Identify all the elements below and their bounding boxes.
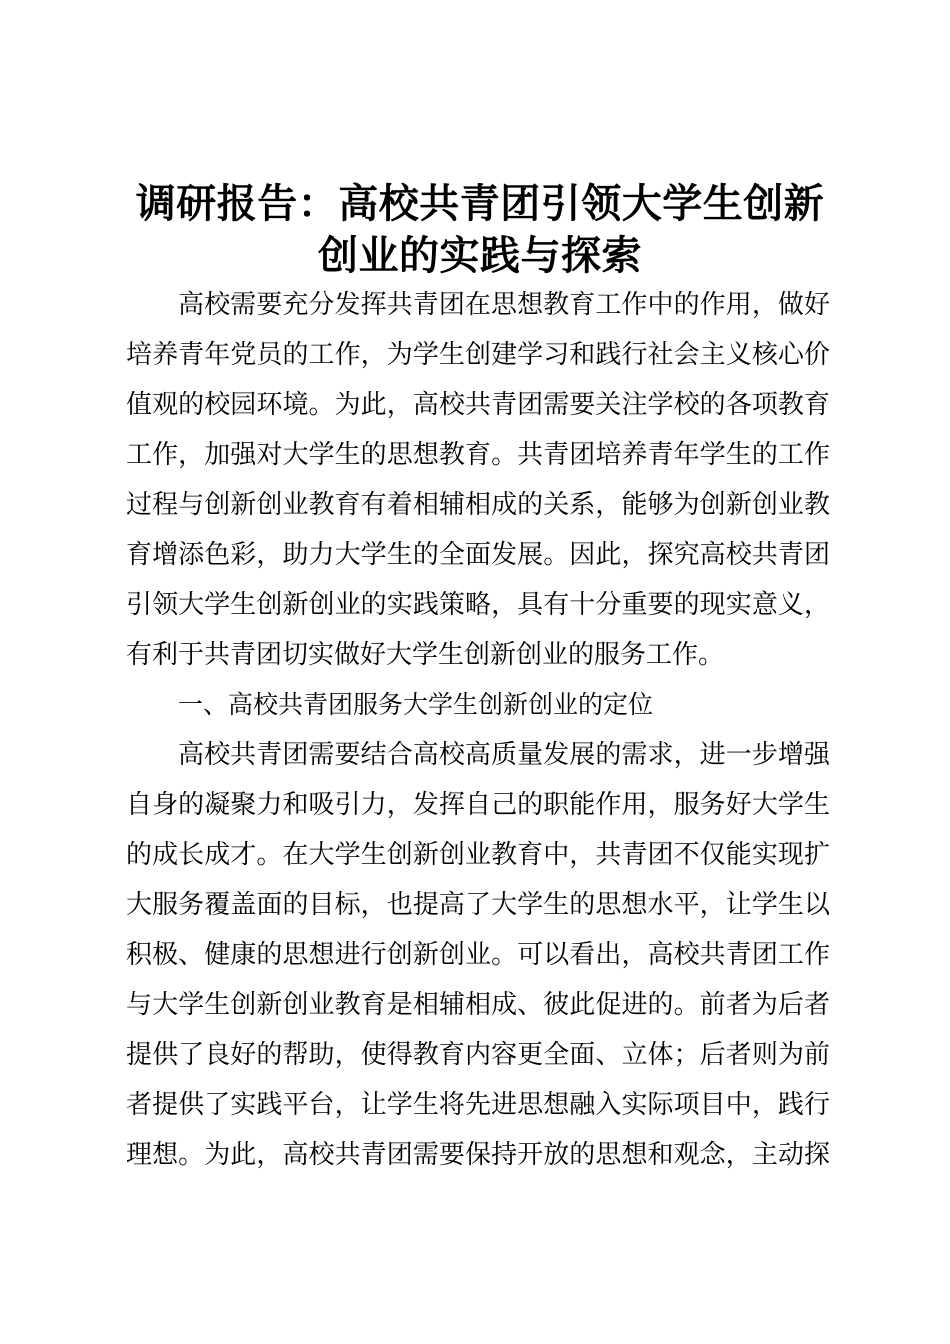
text-line: 自身的凝聚力和吸引力，发挥自己的职能作用，服务好大学生: [126, 790, 830, 820]
text-line: 提供了良好的帮助，使得教育内容更全面、立体；后者则为前: [126, 1040, 830, 1070]
text-line: 值观的校园环境。为此，高校共青团需要关注学校的各项教育: [126, 390, 830, 420]
text-line: 大服务覆盖面的目标，也提高了大学生的思想水平，让学生以: [126, 890, 830, 920]
text-line: 高校共青团需要结合高校高质量发展的需求，进一步增强: [178, 740, 830, 770]
text-line: 理想。为此，高校共青团需要保持开放的思想和观念，主动探: [126, 1140, 830, 1170]
text-line: 积极、健康的思想进行创新创业。可以看出，高校共青团工作: [126, 940, 830, 970]
text-line: 引领大学生创新创业的实践策略，具有十分重要的现实意义，: [126, 590, 830, 620]
document-title: [110, 178, 850, 282]
text-line: 的成长成才。在大学生创新创业教育中，共青团不仅能实现扩: [126, 840, 830, 870]
paragraph-section1: [126, 730, 830, 1180]
section-heading: 一、高校共青团服务大学生创新创业的定位: [178, 690, 654, 719]
text-line: 有利于共青团切实做好大学生创新创业的服务工作。: [126, 640, 725, 670]
text-line: 工作，加强对大学生的思想教育。共青团培养青年学生的工作: [126, 440, 830, 470]
paragraph-intro: [126, 280, 830, 680]
text-line: 育增添色彩，助力大学生的全面发展。因此，探究高校共青团: [126, 540, 830, 570]
text-line: 高校需要充分发挥共青团在思想教育工作中的作用，做好: [178, 290, 830, 320]
document-body: [126, 280, 830, 1180]
text-line: 过程与创新创业教育有着相辅相成的关系，能够为创新创业教: [126, 490, 830, 520]
text-line: 培养青年党员的工作，为学生创建学习和践行社会主义核心价: [126, 340, 830, 370]
title-line: 创业的实践与探索: [318, 232, 642, 279]
text-line: 者提供了实践平台，让学生将先进思想融入实际项目中，践行: [126, 1090, 830, 1120]
text-line: 与大学生创新创业教育是相辅相成、彼此促进的。前者为后者: [126, 990, 830, 1020]
title-line: 调研报告：高校共青团引领大学生创新: [135, 180, 825, 227]
